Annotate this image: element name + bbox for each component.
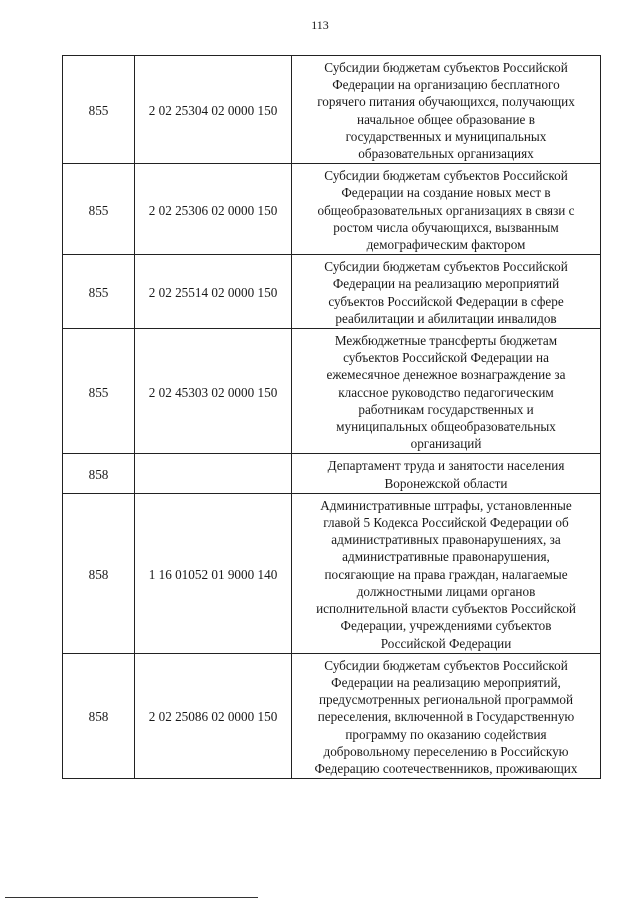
budget-code-cell: 2 02 25304 02 0000 150 — [135, 56, 292, 164]
table-row — [63, 329, 601, 454]
table-row — [63, 164, 601, 255]
description-line: муниципальных общеобразовательных — [336, 419, 556, 435]
description-line: Воронежской области — [384, 475, 508, 491]
table-row — [63, 653, 601, 778]
budget-code-cell — [135, 454, 292, 493]
description-cell — [292, 56, 601, 164]
description-line: Межбюджетные трансферты бюджетам — [334, 333, 558, 349]
description-line: ростом числа обучающихся, вызванным — [333, 219, 559, 235]
description-line: образовательных организациях — [358, 146, 534, 162]
description-line: классное руководство педагогическим — [338, 384, 554, 400]
description-line: реабилитации и абилитации инвалидов — [335, 310, 557, 326]
table-row — [63, 454, 601, 493]
description-line: Федерации на создание новых мест в — [341, 185, 551, 201]
description-line: горячего питания обучающихся, получающих — [317, 94, 575, 110]
description-line: главой 5 Кодекса Российской Федерации об — [323, 515, 569, 531]
description-cell — [292, 329, 601, 454]
description-line: переселения, включенной в Государственную — [317, 709, 575, 725]
description-line: административные правонарушения, — [342, 549, 550, 565]
description-line: Субсидии бюджетам субъектов Российской — [324, 259, 568, 275]
page-number: 113 — [311, 18, 329, 32]
table-row — [63, 255, 601, 329]
description-line: Административные штрафы, установленные — [320, 497, 572, 513]
description-line: Субсидии бюджетам субъектов Российской — [324, 168, 568, 184]
description-line: ежемесячное денежное вознаграждение за — [326, 367, 566, 383]
admin-code-cell: 855 — [63, 329, 135, 454]
description-line: добровольному переселению в Российскую — [323, 743, 569, 759]
description-line: субъектов Российской Федерации в сфере — [328, 293, 564, 309]
description-line: должностными лицами органов — [356, 583, 536, 599]
admin-code-cell: 858 — [63, 493, 135, 653]
description-cell — [292, 454, 601, 493]
description-line: предусмотренных региональной программой — [318, 692, 574, 708]
table-row — [63, 56, 601, 164]
description-line: административных правонарушениях, за — [331, 532, 561, 548]
description-line: начальное общее образование в — [357, 111, 535, 127]
description-line: Субсидии бюджетам субъектов Российской — [324, 60, 568, 75]
description-cell — [292, 255, 601, 329]
table-body — [63, 56, 601, 779]
description-line: Федерации, учреждениями субъектов — [340, 618, 552, 634]
admin-code-cell: 858 — [63, 454, 135, 493]
description-line: Российской Федерации — [380, 635, 512, 651]
description-line: Департамент труда и занятости населения — [327, 458, 565, 474]
description-line: Субсидии бюджетам субъектов Российской — [324, 657, 568, 673]
admin-code-cell: 855 — [63, 164, 135, 255]
description-line: Федерации на организацию бесплатного — [332, 77, 560, 93]
budget-code-cell: 2 02 25086 02 0000 150 — [135, 653, 292, 778]
admin-code-cell: 858 — [63, 653, 135, 778]
description-cell — [292, 653, 601, 778]
description-line: государственных и муниципальных — [345, 128, 547, 144]
budget-code-cell: 2 02 45303 02 0000 150 — [135, 329, 292, 454]
description-line: посягающие на права граждан, налагаемые — [324, 566, 568, 582]
description-cell — [292, 493, 601, 653]
footnote-separator — [5, 897, 258, 898]
revenue-codes-table — [62, 55, 601, 779]
description-line: субъектов Российской Федерации на — [343, 350, 549, 366]
description-line: исполнительной власти субъектов Российской — [316, 601, 576, 617]
description-line: работникам государственных и — [358, 401, 534, 417]
description-line: программу по оказанию содействия — [345, 726, 547, 742]
description-line: Федерации на реализацию мероприятий — [332, 276, 560, 292]
budget-code-cell: 1 16 01052 01 9000 140 — [135, 493, 292, 653]
description-line: демографическим фактором — [366, 237, 526, 253]
admin-code-cell: 855 — [63, 56, 135, 164]
description-cell — [292, 164, 601, 255]
description-line: организаций — [410, 436, 482, 452]
description-line: Федерации на реализацию мероприятий, — [331, 674, 561, 690]
budget-code-cell: 2 02 25306 02 0000 150 — [135, 164, 292, 255]
admin-code-cell: 855 — [63, 255, 135, 329]
description-line: Федерацию соотечественников, проживающих — [314, 760, 578, 776]
description-line: общеобразовательных организациях в связи с — [317, 202, 575, 218]
table-row — [63, 493, 601, 653]
budget-code-cell: 2 02 25514 02 0000 150 — [135, 255, 292, 329]
